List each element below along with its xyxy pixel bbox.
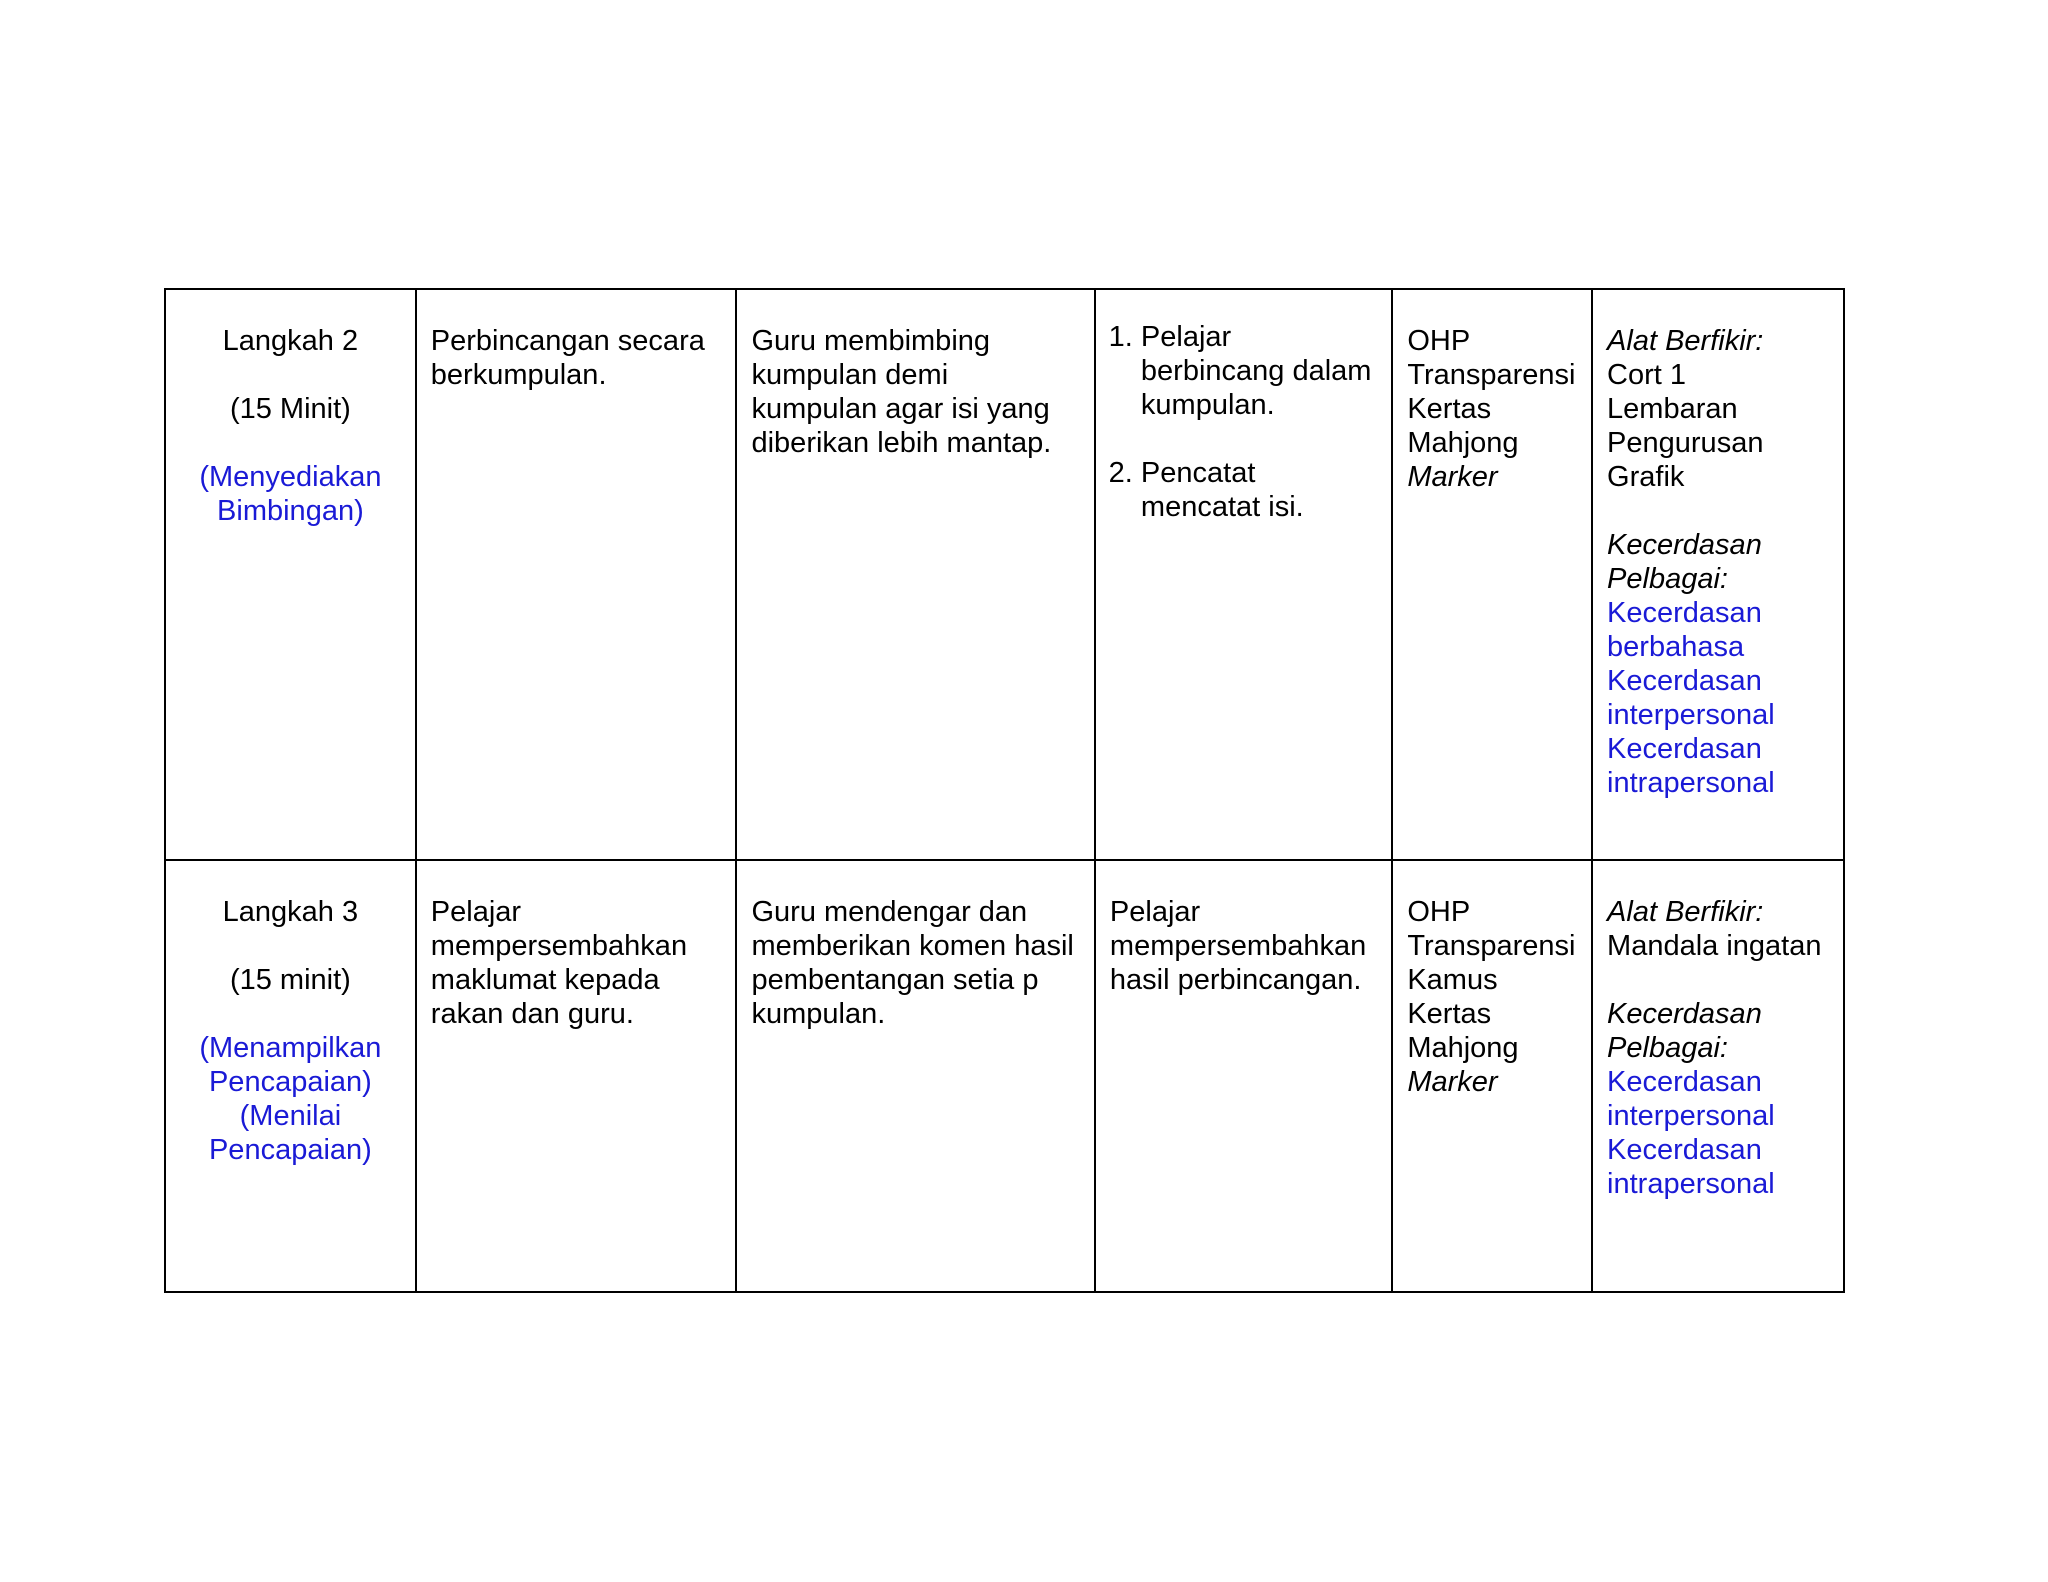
materials-cell (1392, 289, 1592, 860)
student-activity-list (1110, 320, 1377, 524)
intelligence-item: Kecerdasan (1607, 597, 1762, 629)
step-note: (Menyediakan Bimbingan) (199, 461, 382, 527)
thinking-tool: Cort 1 (1607, 359, 1687, 391)
thinking-tool-label: Alat Berfikir: (1607, 325, 1764, 357)
teacher-activity-text: Guru mendengar dan memberikan komen hasil pembentangan setia p kumpulan. (751, 896, 1074, 1030)
list-item: 1. Pelajar berbincang dalam kumpulan. (1141, 320, 1377, 422)
intelligence-item: Kecerdasan (1607, 733, 1762, 765)
material-item: Kamus (1407, 964, 1498, 996)
content-text: Perbincangan secara berkumpulan. (430, 325, 705, 391)
step-note: (Menampilkan Pencapaian) (Menilai Pencapaian) (199, 1032, 382, 1166)
student-activity-cell (1095, 289, 1392, 860)
intelligence-item: Kecerdasan (1607, 1134, 1762, 1166)
content-cell (416, 860, 737, 1292)
intelligence-item: Kecerdasan (1607, 1066, 1762, 1098)
teacher-activity-text: Guru membimbing kumpulan demi kumpulan agar isi yang diberikan lebih mantap. (751, 325, 1052, 459)
student-activity-cell (1095, 860, 1392, 1292)
material-item: Transparensi (1407, 930, 1576, 962)
thinking-tool: Pengurusan (1607, 427, 1764, 459)
teacher-activity-cell (736, 860, 1094, 1292)
thinking-tool: Grafik (1607, 461, 1685, 493)
intelligence-item: berbahasa (1607, 631, 1745, 663)
step-cell (165, 289, 416, 860)
step-title: Langkah 3 (222, 896, 359, 928)
notes-cell (1592, 289, 1844, 860)
material-item: Marker (1407, 461, 1498, 493)
step-time: (15 minit) (229, 964, 351, 996)
material-item: Transparensi (1407, 359, 1576, 391)
thinking-tool: Mandala ingatan (1607, 930, 1822, 962)
thinking-tool: Lembaran (1607, 393, 1738, 425)
materials-cell (1392, 860, 1592, 1292)
intelligence-item: intrapersonal (1607, 1168, 1775, 1200)
lesson-plan-table (164, 288, 1845, 1293)
step-time: (15 Minit) (229, 393, 351, 425)
material-item: Kertas (1407, 393, 1492, 425)
intelligence-label: Kecerdasan (1607, 529, 1762, 561)
table-row (165, 860, 1844, 1292)
material-item: Kertas (1407, 998, 1492, 1030)
intelligence-item: Kecerdasan (1607, 665, 1762, 697)
intelligence-item: interpersonal (1607, 699, 1775, 731)
student-activity-text: Pelajar mempersembahkan hasil perbincangan. (1109, 896, 1367, 996)
teacher-activity-cell (736, 289, 1094, 860)
list-item: 2. Pencatat mencatat isi. (1141, 456, 1377, 524)
intelligence-label: Kecerdasan (1607, 998, 1762, 1030)
material-item: Mahjong (1407, 1032, 1519, 1064)
intelligence-label: Pelbagai: (1607, 1032, 1728, 1064)
content-text: Pelajar mempersembahkan maklumat kepada rakan dan guru. (430, 896, 688, 1030)
material-item: OHP (1407, 896, 1471, 928)
table-row (165, 289, 1844, 860)
intelligence-item: interpersonal (1607, 1100, 1775, 1132)
step-title: Langkah 2 (222, 325, 359, 357)
intelligence-item: intrapersonal (1607, 767, 1775, 799)
step-cell (165, 860, 416, 1292)
intelligence-label: Pelbagai: (1607, 563, 1728, 595)
material-item: OHP (1407, 325, 1471, 357)
material-item: Mahjong (1407, 427, 1519, 459)
thinking-tool-label: Alat Berfikir: (1607, 896, 1764, 928)
content-cell (416, 289, 737, 860)
material-item: Marker (1407, 1066, 1498, 1098)
notes-cell (1592, 860, 1844, 1292)
